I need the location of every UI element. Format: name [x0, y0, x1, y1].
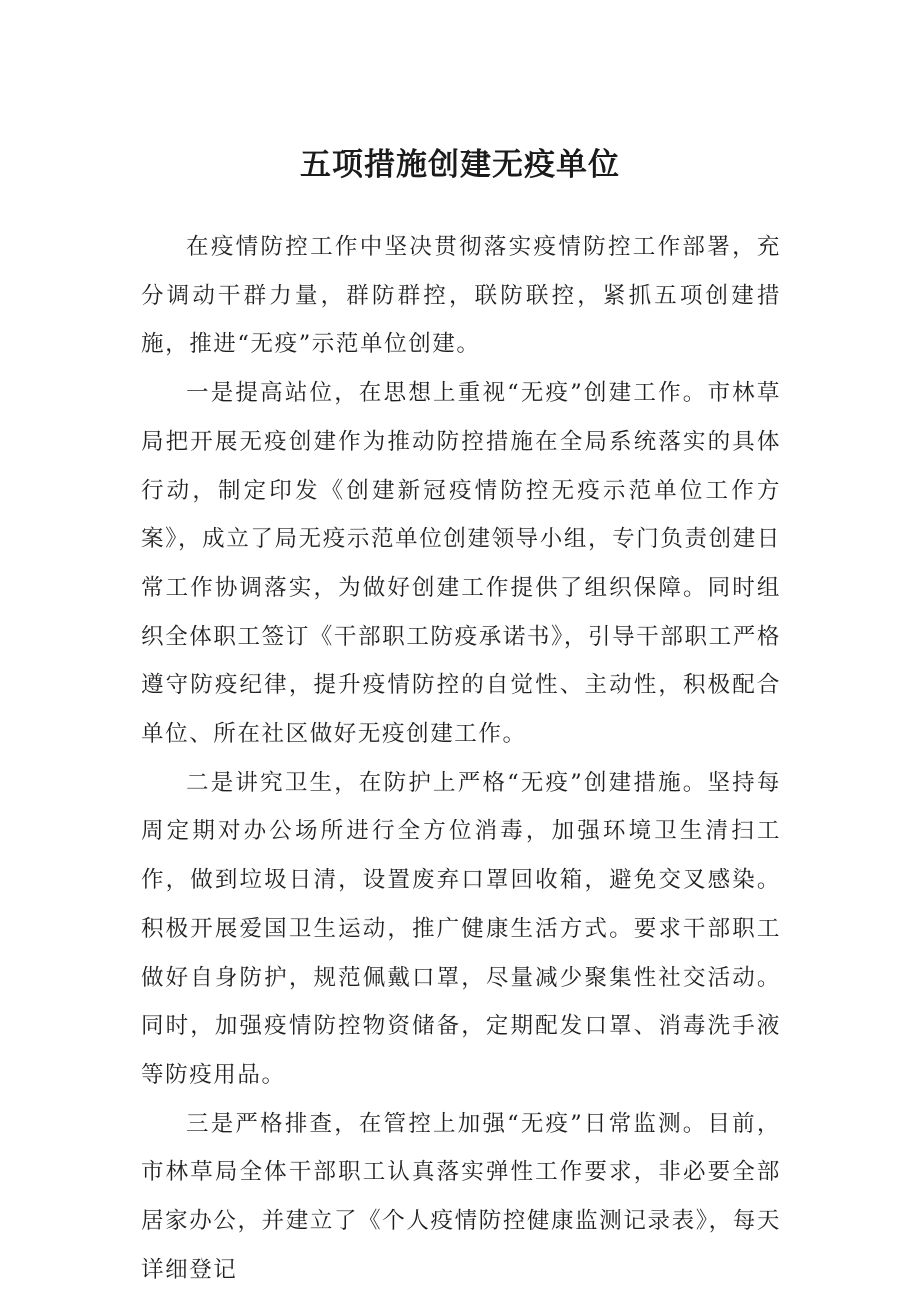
- document-title: 五项措施创建无疫单位: [300, 147, 620, 183]
- paragraph-measure-two: 二是讲究卫生，在防护上严格“无疫”创建措施。坚持每周定期对办公场所进行全方位消毒，加强环境卫生清扫工作，做到垃圾日清，设置废弃口罩回收箱，避免交叉感染。积极开展爱国卫生运动，推广健康生活方式。要求干部职工做好自身防护，规范佩戴口罩，尽量减少聚集性社交活动。同时，加强疫情防控物资储备，定期配发口罩、消毒洗手液等防疫用品。: [141, 769, 781, 1088]
- paragraph-measure-one: 一是提高站位，在思想上重视“无疫”创建工作。市林草局把开展无疫创建作为推动防控措施在全局系统落实的具体行动，制定印发《创建新冠疫情防控无疫示范单位工作方案》，成立了局无疫示范单位创建领导小组，专门负责创建日常工作协调落实，为做好创建工作提供了组织保障。同时组织全体职工签订《干部职工防疫承诺书》，引导干部职工严格遵守防疫纪律，提升疫情防控的自觉性、主动性，积极配合单位、所在社区做好无疫创建工作。: [141, 380, 781, 748]
- paragraph-intro: 在疫情防控工作中坚决贯彻落实疫情防控工作部署，充分调动干群力量，群防群控，联防联控，紧抓五项创建措施，推进“无疫”示范单位创建。: [141, 234, 781, 358]
- document-body: [141, 223, 781, 1294]
- paragraph-measure-three: 三是严格排查，在管控上加强“无疫”日常监测。目前，市林草局全体干部职工认真落实弹性工作要求，非必要全部居家办公，并建立了《个人疫情防控健康监测记录表》，每天详细登记: [141, 1110, 781, 1283]
